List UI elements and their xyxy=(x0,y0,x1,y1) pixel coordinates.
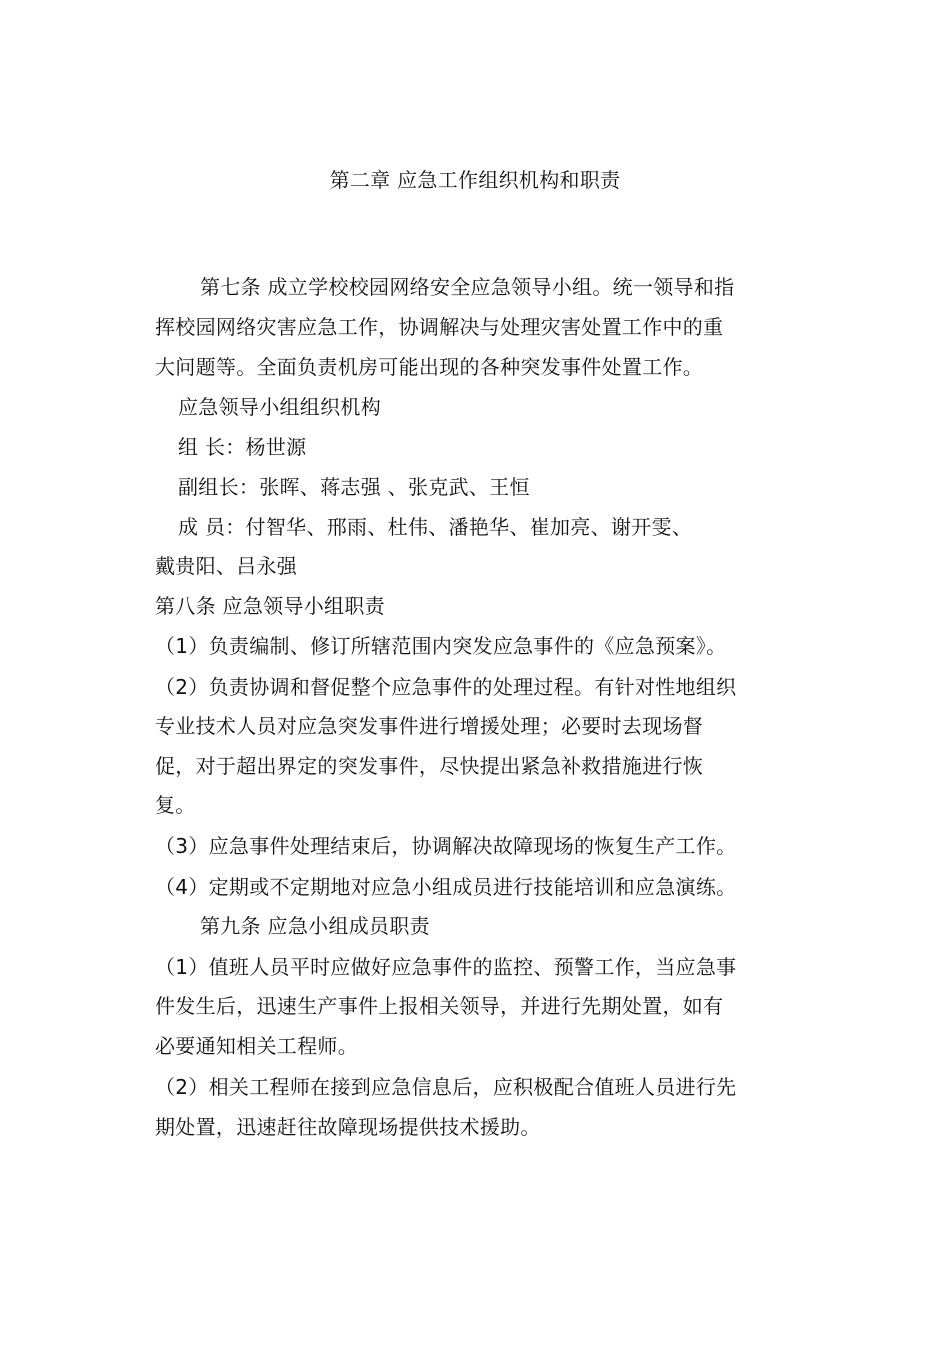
org-members: 成 员：付智华、邢雨、杜伟、潘艳华、崔加亮、谢开雯、 xyxy=(178,515,693,539)
chapter-title: 第二章 应急工作组织机构和职责 xyxy=(329,168,621,192)
article7-line: 大问题等。全面负责机房可能出现的各种突发事件处置工作。 xyxy=(155,355,704,379)
org-members-cont: 戴贵阳、吕永强 xyxy=(155,554,298,578)
article8-heading: 第八条 应急领导小组职责 xyxy=(155,594,385,618)
org-leader: 组 长：杨世源 xyxy=(178,435,307,459)
org-heading: 应急领导小组组织机构 xyxy=(178,395,381,419)
article9-item: （1）值班人员平时应做好应急事件的监控、预警工作，当应急事 xyxy=(155,955,737,979)
article8-item: （2）负责协调和督促整个应急事件的处理过程。有针对性地组织 xyxy=(155,675,737,699)
article9-heading: 第九条 应急小组成员职责 xyxy=(200,914,430,938)
article8-item: 复。 xyxy=(155,793,196,817)
article9-item: 期处置，迅速赶往故障现场提供技术援助。 xyxy=(155,1115,541,1139)
article9-item: 必要通知相关工程师。 xyxy=(155,1034,358,1058)
article9-item: （2）相关工程师在接到应急信息后，应积极配合值班人员进行先 xyxy=(155,1075,737,1099)
article8-item: 专业技术人员对应急突发事件进行增援处理；必要时去现场督 xyxy=(155,714,704,738)
article8-item: （4）定期或不定期地对应急小组成员进行技能培训和应急演练。 xyxy=(155,875,737,899)
article8-item: （1）负责编制、修订所辖范围内突发应急事件的《应急预案》。 xyxy=(155,634,727,658)
article7-line: 挥校园网络灾害应急工作，协调解决与处理灾害处置工作中的重 xyxy=(155,315,724,339)
article7-line: 第七条 成立学校校园网络安全应急领导小组。统一领导和指 xyxy=(200,275,735,299)
article8-item: 促，对于超出界定的突发事件，尽快提出紧急补救措施进行恢 xyxy=(155,754,704,778)
article9-item: 件发生后，迅速生产事件上报相关领导，并进行先期处置，如有 xyxy=(155,994,724,1018)
org-deputy: 副组长：张晖、蒋志强 、张克武、王恒 xyxy=(178,475,530,499)
article8-item: （3）应急事件处理结束后，协调解决故障现场的恢复生产工作。 xyxy=(155,834,737,858)
